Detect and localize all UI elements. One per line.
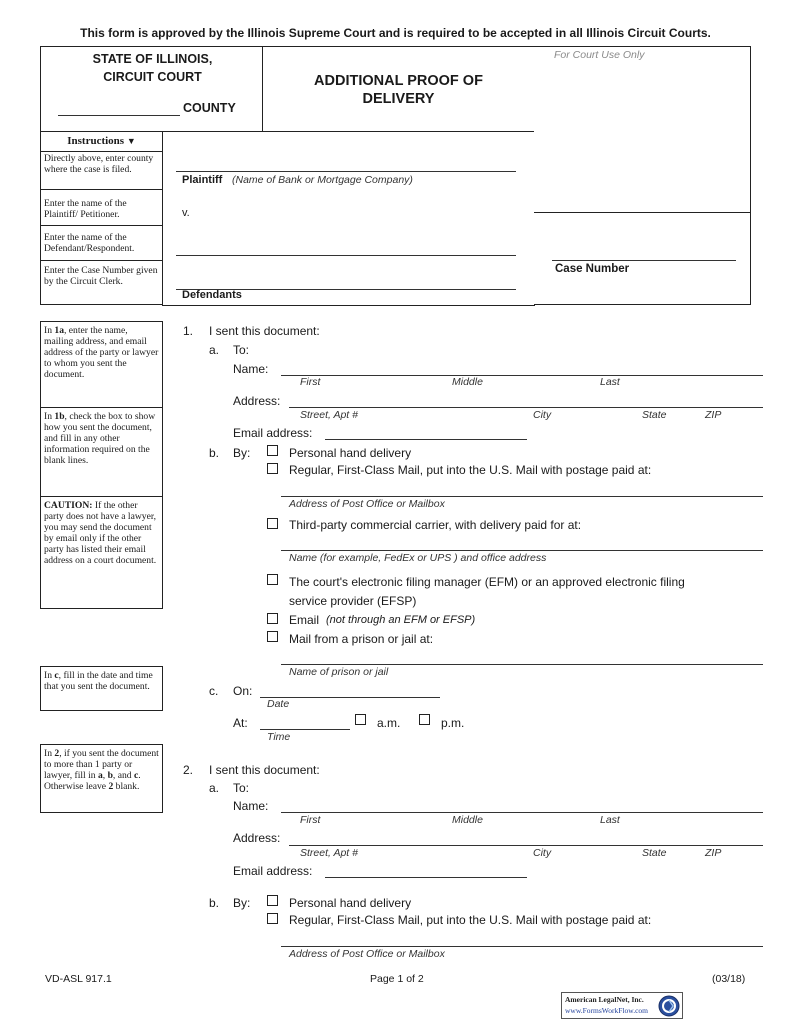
section1-email-option-hint: (not through an EFM or EFSP) [326, 614, 476, 626]
instr-text: In [44, 670, 55, 681]
section1-carrier-checkbox[interactable] [267, 518, 278, 529]
court-use-label: For Court Use Only [554, 49, 645, 61]
section1-name-label: Name: [233, 362, 269, 376]
section1-b-label: b. [209, 446, 220, 460]
section1-email-option-label: Email [289, 613, 320, 627]
instr-bold: c [54, 670, 59, 681]
instruction-plaintiff: Enter the name of the Plaintiff/ Petitioner. [41, 196, 162, 226]
instr-bold: 2 [54, 748, 60, 759]
instruction-1a [40, 321, 163, 408]
section2-post-office-hint: Address of Post Office or Mailbox [289, 948, 445, 960]
section1-post-office-field[interactable] [281, 496, 763, 497]
section2-number: 2. [183, 763, 194, 777]
revision-date: (03/18) [712, 973, 746, 985]
section1-efm-label-2: service provider (EFSP) [289, 594, 417, 608]
instr-bold: 1a [54, 325, 64, 336]
caption-instructions [40, 131, 163, 305]
instruction-1c [40, 666, 163, 711]
legalnet-logo [561, 992, 683, 1019]
section1-a-label: a. [209, 343, 220, 357]
section2-name-label: Name: [233, 799, 269, 813]
instr-text: , [102, 770, 108, 781]
section1-address-field[interactable] [289, 407, 763, 408]
defendant-field-1[interactable] [176, 255, 516, 256]
section1-efm-label-1: The court's electronic filing manager (EFM) or an approved electronic filing [289, 575, 685, 589]
section1-email-field[interactable] [325, 439, 527, 440]
instr-text: , if you sent the document to more than 1 party or lawyer, fill in [44, 748, 159, 781]
section2-email-field[interactable] [325, 877, 527, 878]
section1-prison-hint: Name of prison or jail [289, 666, 389, 678]
section1-heading: I sent this document: [209, 324, 320, 338]
section1-am-checkbox[interactable] [355, 714, 366, 725]
instr-bold: c [133, 770, 139, 781]
section2-to-label: To: [233, 781, 250, 795]
section1-at-label: At: [233, 716, 248, 730]
instruction-1b [40, 407, 163, 497]
instruction-defendant: Enter the name of the Defendant/Respondent. [41, 230, 162, 261]
versus-label: v. [182, 207, 190, 219]
section1-hand-delivery-label: Personal hand delivery [289, 446, 412, 460]
section1-pm-label: p.m. [441, 716, 465, 730]
instructions-header [41, 132, 162, 152]
court-header-box [40, 46, 263, 132]
section1-prison-checkbox[interactable] [267, 631, 278, 642]
section1-email-label: Email address: [233, 426, 313, 440]
instr-bold: b [107, 770, 113, 781]
county-line[interactable] [58, 115, 180, 116]
caption-parties [162, 131, 535, 306]
state-line2: CIRCUIT COURT [103, 70, 202, 84]
instr-text: In [44, 411, 55, 422]
section1-pm-checkbox[interactable] [419, 714, 430, 725]
section1-by-label: By: [233, 446, 251, 460]
title-box [262, 46, 535, 132]
instr-text: , enter the name, mailing address, and email address of the party or lawyer to whom you sent the document. [44, 325, 159, 380]
section1-zip-hint: ZIP [705, 409, 722, 421]
section1-mail-checkbox[interactable] [267, 463, 278, 474]
instr-text: In [44, 325, 55, 336]
instructions-arrow-icon: ▼ [126, 136, 136, 146]
section1-time-field[interactable] [260, 729, 350, 730]
section1-hand-delivery-checkbox[interactable] [267, 445, 278, 456]
instr-text: , fill in the date and time that you sent the document. [44, 670, 153, 692]
section2-b-label: b. [209, 896, 220, 910]
plaintiff-label: Plaintiff [182, 174, 223, 186]
instr-text: In [44, 748, 55, 759]
section1-c-label: c. [209, 684, 219, 698]
section2-last-hint: Last [600, 814, 620, 826]
section2-zip-hint: ZIP [705, 847, 722, 859]
section2-heading: I sent this document: [209, 763, 320, 777]
page-number: Page 1 of 2 [370, 973, 424, 985]
instruction-county: Directly above, enter county where the case is filed. [41, 151, 162, 190]
instr-bold: a [97, 770, 103, 781]
logo-line2: www.FormsWorkFlow.com [565, 1006, 649, 1015]
section1-last-hint: Last [600, 376, 620, 388]
section1-efm-checkbox[interactable] [267, 574, 278, 585]
logo-line1: American LegalNet, Inc. [565, 995, 644, 1004]
instruction-case-number: Enter the Case Number given by the Circuit Clerk. [44, 265, 158, 287]
section2-post-office-field[interactable] [281, 946, 763, 947]
instr-text: blank. [113, 781, 140, 792]
court-use-divider [534, 212, 750, 213]
section2-state-hint: State [642, 847, 667, 859]
section1-carrier-label: Third-party commercial carrier, with delivery paid for at: [289, 518, 582, 532]
section1-date-hint: Date [267, 698, 290, 710]
plaintiff-hint: (Name of Bank or Mortgage Company) [232, 174, 413, 186]
section2-address-label: Address: [233, 831, 281, 845]
section1-to-label: To: [233, 343, 250, 357]
section1-carrier-field[interactable] [281, 550, 763, 551]
section1-email-checkbox[interactable] [267, 613, 278, 624]
section2-by-label: By: [233, 896, 251, 910]
section2-street-hint: Street, Apt # [300, 847, 358, 859]
section2-first-hint: First [300, 814, 321, 826]
logo-emblem-icon [658, 995, 680, 1017]
instruction-2 [40, 744, 163, 813]
section1-prison-label: Mail from a prison or jail at: [289, 632, 434, 646]
section1-post-office-hint: Address of Post Office or Mailbox [289, 498, 445, 510]
section1-am-label: a.m. [377, 716, 401, 730]
section1-first-hint: First [300, 376, 321, 388]
section2-city-hint: City [533, 847, 552, 859]
instr-text: . Otherwise leave [44, 770, 141, 792]
section2-address-field[interactable] [289, 845, 763, 846]
section2-middle-hint: Middle [452, 814, 483, 826]
section2-name-field[interactable] [281, 812, 763, 813]
section1-on-label: On: [233, 684, 253, 698]
instr-text: , and [112, 770, 134, 781]
section1-city-hint: City [533, 409, 552, 421]
instr-bold: 2 [108, 781, 114, 792]
defendants-label: Defendants [182, 289, 242, 301]
section2-a-label: a. [209, 781, 220, 795]
section1-state-hint: State [642, 409, 667, 421]
top-notice: This form is approved by the Illinois Supreme Court and is required to be accepted in all Illinois Circuit Courts. [80, 26, 711, 40]
case-number-label: Case Number [555, 263, 630, 275]
section2-hand-delivery-checkbox[interactable] [267, 895, 278, 906]
section2-email-label: Email address: [233, 864, 313, 878]
section2-mail-label: Regular, First-Class Mail, put into the U.S. Mail with postage paid at: [289, 913, 652, 927]
section1-middle-hint: Middle [452, 376, 483, 388]
section1-street-hint: Street, Apt # [300, 409, 358, 421]
section1-prison-field[interactable] [281, 664, 763, 665]
instr-bold: 1b [54, 411, 65, 422]
county-label: COUNTY [183, 101, 236, 115]
state-line1: STATE OF ILLINOIS, [92, 52, 213, 66]
instructions-label: Instructions [67, 135, 125, 147]
section1-time-hint: Time [267, 731, 291, 743]
section2-mail-checkbox[interactable] [267, 913, 278, 924]
court-use-box [534, 46, 751, 305]
form-title-2: DELIVERY [362, 91, 435, 107]
section1-mail-label: Regular, First-Class Mail, put into the U.S. Mail with postage paid at: [289, 463, 652, 477]
instruction-caution [40, 496, 163, 609]
section1-name-field[interactable] [281, 375, 763, 376]
instr-text: , check the box to show how you sent the document, and fill in any other information required on the blank lines. [44, 411, 156, 466]
section2-hand-delivery-label: Personal hand delivery [289, 896, 412, 910]
instr-bold: CAUTION: [44, 500, 93, 511]
case-number-field[interactable] [552, 260, 736, 261]
form-title-1: ADDITIONAL PROOF OF [314, 73, 483, 89]
instr-text: If the other party does not have a lawyer, you may send the document by email only if the other party has listed their email address on a court document. [44, 500, 157, 566]
section1-address-label: Address: [233, 394, 281, 408]
form-id: VD-ASL 917.1 [45, 973, 112, 985]
section1-carrier-hint: Name (for example, FedEx or UPS ) and office address [289, 552, 547, 564]
plaintiff-field[interactable] [176, 171, 516, 172]
section1-number: 1. [183, 324, 194, 338]
